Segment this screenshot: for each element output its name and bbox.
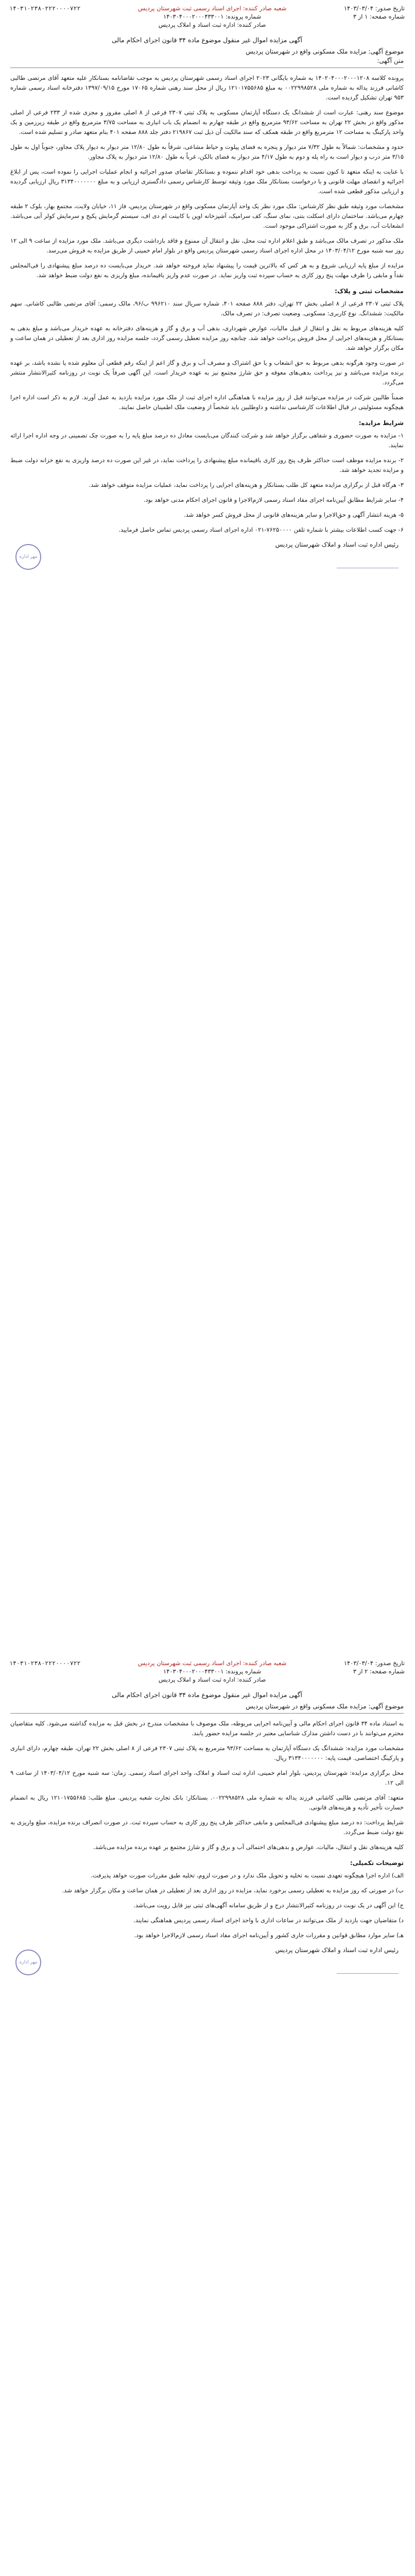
- paragraph: شرایط پرداخت: ده درصد مبلغ پیشنهادی فی‌المجلس و مابقی حداکثر ظرف پنج روز کاری به حساب سپرده ثبت. در صورت انصراف برنده مزایده، مبلغ واریزی به نفع دولت ضبط می‌گردد.: [10, 1819, 404, 1836]
- note-item: ج) این آگهی در یک نوبت در روزنامه کثیرالانتشار درج و از طریق سامانه آگهی‌های ثبتی نیز قابل رویت می‌باشد.: [133, 1902, 404, 1909]
- condition-item: ۲- برنده مزایده موظف است حداکثر ظرف پنج روز کاری باقیمانده مبلغ پیشنهادی را پرداخت نماید، در غیر این صورت ده درصد واریزی به نفع خزانه دولت ضبط و مزایده تجدید خواهد شد.: [10, 456, 404, 473]
- paragraph: ضمناً طالبین شرکت در مزایده می‌توانند قبل از روز مزایده با هماهنگی اداره اجرای ثبت از ملک مورد مزایده بازدید به عمل آورند. لازم به ذکر است اداره اجرا هیچگونه مسئولیتی در قبال اطلاعات کارشناسی نداشته و داوطلبین باید شخصاً از وضعیت ملک اطمینان حاصل نمایند.: [10, 394, 404, 411]
- paragraph: مشخصات مورد وثیقه طبق نظر کارشناس: ملک مورد نظر یک واحد آپارتمان مسکونی واقع در شهرستان پردیس، فاز ۱۱، خیابان ولایت، مجتمع بهار، بلوک ۲ طبقه چهارم می‌باشد. ساختمان دارای اسکلت بتنی، نمای سنگ، کف سرامیک، آشپزخانه اوپن با کابینت ام دی اف، سیستم گرمایش پکیج و سرمایش کولر آبی می‌باشد. انشعابات آب، برق و گاز به صورت اشتراکی موجود است.: [10, 202, 404, 229]
- condition-item: ۶- جهت کسب اطلاعات بیشتر با شماره تلفن ۷۶۲۵۰۰۰۰-۰۲۱ اداره اجرای اسناد رسمی پردیس تماس حاصل فرمایید.: [118, 526, 404, 533]
- paragraph: متعهد: آقای مرتضی طالبی کاشانی فرزند یداله به شماره ملی ۰۰۲۲۹۹۸۵۲۸. بستانکار: بانک تجارت شعبه پردیس. مبلغ طلب: ۱۲۱۰۱۷۵۵۶۸۵ ریال به انضمام خسارت تأخیر تأدیه و هزینه‌های قانونی.: [10, 1794, 404, 1811]
- issue-date: تاریخ صدور: ۱۴۰۳/۰۳/۰۴: [343, 1659, 405, 1667]
- paragraph: کلیه هزینه‌های مربوط به نقل و انتقال از قبیل مالیات، عوارض شهرداری، بدهی آب و برق و گاز و هزینه‌های دفترخانه به عهده خریدار می‌باشد و مبلغ بدهی به بستانکار و هزینه‌های اجرایی از محل فروش پرداخت خواهد شد. چنانچه روز مزایده تعطیل رسمی گردد، جلسه مزایده روز اداری بعد از تعطیلی در همان ساعت و مکان برگزار خواهد شد.: [10, 325, 404, 351]
- case-number: شماره پرونده: ۱۴۰۳۰۴۰۰۰۲۰۰۰۴۳۳۰۰۱: [163, 1668, 262, 1675]
- agency-name: شعبه صادر کننده: اجرای اسناد رسمی ثبت شهرستان پردیس: [137, 1659, 287, 1667]
- signatory-title: رئیس اداره ثبت اسناد و املاک شهرستان پردیس: [275, 1946, 399, 1954]
- case-number: شماره پرونده: ۱۴۰۳۰۴۰۰۰۲۰۰۰۴۳۳۰۰۱: [163, 13, 262, 20]
- document-serial: ۱۴۰۳۱۰۲۳۸۰۲۲۲۰۰۰۰۷۲۲: [9, 1659, 81, 1667]
- document-page-2: [5, 1659, 409, 2576]
- intro-label: متن آگهی:: [377, 57, 404, 64]
- official-seal-icon: مهر اداره: [15, 544, 41, 570]
- signature-row: [5, 540, 409, 573]
- subject-line: موضوع آگهی: مزایده ملک مسکونی واقع در شهرستان پردیس: [246, 1703, 404, 1710]
- official-seal-icon: مهر اداره: [15, 1950, 41, 1975]
- issuer-name: صادر کننده: اداره ثبت اسناد و املاک پردیس: [158, 21, 266, 28]
- section-heading: توضیحات تکمیلی:: [350, 1859, 404, 1867]
- paragraph: پرونده کلاسه ۱۴۰۲۰۴۰۰۰۲۰۰۰۱۲۰۸ به شماره بایگانی ۲۰۲۳ اجرای اسناد رسمی شهرستان پردیس به موجب تقاضانامه بستانکار علیه متعهد آقای مرتضی طالبی کاشانی فرزند یداله به شماره ملی ۰۰۲۲۹۹۸۵۲۸ به مبلغ ۱۲۱۰۱۷۵۵۶۸۵ ریال از محل سند رهنی شماره ۱۷۰۶۵ مورخ ۱۳۹۷/۰۹/۱۵ دفترخانه اسناد رسمی شماره ۹۵۳ تهران تشکیل گردیده است.: [10, 74, 404, 101]
- note-item: د) متقاضیان جهت بازدید از ملک می‌توانند در ساعات اداری با واحد اجرای اسناد رسمی پردیس هماهنگی نمایند.: [133, 1917, 404, 1924]
- document-header: [5, 4, 409, 29]
- signature: [337, 1958, 399, 1974]
- note-item: الف) اداره اجرا هیچگونه تعهدی نسبت به تخلیه و تحویل ملک ندارد و در صورت لزوم، تخلیه طبق مقررات صورت خواهد پذیرفت.: [91, 1872, 404, 1879]
- note-item: ب) در صورتی که روز مزایده به تعطیلی رسمی برخورد نماید، مزایده در روز اداری بعد از تعطیلی در همان ساعت و مکان برگزار خواهد شد.: [62, 1887, 404, 1894]
- document-page-1: [5, 4, 409, 1627]
- sheet-number: شماره صفحه: ۲ از ۳: [353, 1668, 405, 1675]
- condition-item: ۵- هزینه انتشار آگهی و حق‌الاجرا و سایر هزینه‌های قانونی از محل فروش کسر خواهد شد.: [183, 511, 404, 518]
- paragraph: موضوع سند رهنی: عبارت است از ششدانگ یک دستگاه آپارتمان مسکونی به پلاک ثبتی ۲۳۰۷ فرعی از ۸ اصلی مفروز و مجزی شده از ۲۳۳ فرعی از اصلی مذکور واقع در بخش ۲۲ تهران به مساحت ۹۳/۶۲ مترمربع واقع در طبقه چهارم به انضمام یک باب انباری به مساحت ۳/۷۵ مترمربع واقع در طبقه زیرزمین و یک واحد پارکینگ به مساحت ۱۲ مترمربع واقع در طبقه همکف که سند مالکیت آن ذیل ثبت ۲۱۹۸۶۷ دفتر جلد ۸۸۸ صفحه ۴۰۱ بنام متعهد صادر و تسلیم شده است.: [10, 109, 404, 135]
- paragraph: به استناد ماده ۳۴ قانون اجرای احکام مالی و آیین‌نامه اجرایی مربوطه، ملک موصوف با مشخصات مندرج در بخش قبل به مزایده گذاشته می‌شود. کلیه متقاضیان محترم می‌توانند با در دست داشتن مدارک شناسایی معتبر در جلسه مزایده حضور یابند.: [10, 1720, 404, 1737]
- paragraph: محل برگزاری مزایده: شهرستان پردیس، بلوار امام خمینی، اداره ثبت اسناد و املاک، واحد اجرای اسناد رسمی. زمان: سه شنبه مورخ ۱۴۰۳/۰۴/۱۲ از ساعت ۹ الی ۱۲.: [10, 1769, 404, 1786]
- paragraph: با عنایت به اینکه متعهد تا کنون نسبت به پرداخت بدهی خود اقدام ننموده و بستانکار تقاضای صدور اجرائیه و انجام عملیات اجرایی را نموده است، پس از ابلاغ اجرائیه و انقضای مهلت قانونی و با درخواست بستانکار ملک مورد وثیقه توسط کارشناس رسمی دادگستری ارزیابی و به مبلغ ۳۱۳۴۰۰۰۰۰۰۰ ریال ارزیابی گردیده و ارزیابی مذکور قطعی شده است.: [10, 168, 404, 195]
- section-heading: مشخصات ثبتی و پلاک:: [335, 287, 404, 295]
- paragraph: حدود و مشخصات: شمالاً به طول ۷/۳۲ متر دیوار و پنجره به فضای پیلوت و حیاط مشاعی، شرقاً به طول ۱۲/۸۰ متر دیوار به دیوار پلاک مجاور، جنوباً اول به طول ۳/۱۵ متر درب و دیوار است به راه پله و دوم به طول ۴/۱۷ متر دیوار به فضای بالکن، غرباً به طول ۱۲/۸۰ متر دیوار به پلاک مجاور.: [10, 143, 404, 160]
- divider: [10, 1713, 404, 1714]
- document-title: آگهی مزایده اموال غیر منقول موضوع ماده ۳۴ قانون اجرای احکام مالی: [111, 1691, 303, 1699]
- document-header: [5, 1659, 409, 1684]
- signature-row: [5, 1945, 409, 1979]
- document-title: آگهی مزایده اموال غیر منقول موضوع ماده ۳۴ قانون اجرای احکام مالی: [111, 36, 303, 44]
- paragraph: مشخصات مورد مزایده: ششدانگ یک دستگاه آپارتمان به مساحت ۹۳/۶۲ مترمربع به پلاک ثبتی ۲۳۰۷ فرعی از ۸ اصلی بخش ۲۲ تهران، طبقه چهارم، دارای انباری و پارکینگ اختصاصی. قیمت پایه: ۳۱۳۴۰۰۰۰۰۰۰ ریال.: [10, 1744, 404, 1761]
- agency-name: شعبه صادر کننده: اجرای اسناد رسمی ثبت شهرستان پردیس: [137, 5, 287, 12]
- condition-item: ۱- مزایده به صورت حضوری و شفاهی برگزار خواهد شد و شرکت کنندگان می‌بایست معادل ده درصد مبلغ پایه را به صورت چک تضمینی در وجه اداره اجرا ارائه نمایند.: [10, 432, 404, 449]
- paragraph: در صورت وجود هرگونه بدهی مربوط به حق انشعاب و یا حق اشتراک و مصرف آب و برق و گاز اعم از اینکه رقم قطعی آن معلوم شده یا نشده باشد، بر عهده برنده مزایده می‌باشد و نیز پرداخت بدهی‌های معوقه و حق شارژ مجتمع نیز به عهده خریدار است. این آگهی صرفاً یک نوبت در روزنامه کثیرالانتشار منتشر می‌گردد.: [10, 359, 404, 386]
- signatory-title: رئیس اداره ثبت اسناد و املاک شهرستان پردیس: [275, 541, 399, 548]
- issue-date: تاریخ صدور: ۱۴۰۳/۰۳/۰۴: [343, 5, 405, 12]
- section-heading: شرایط مزایده:: [358, 419, 404, 427]
- issuer-name: صادر کننده: اداره ثبت اسناد و املاک پردیس: [158, 1676, 266, 1683]
- sheet-number: شماره صفحه: ۱ از ۳: [353, 13, 405, 20]
- condition-item: ۳- هرگاه قبل از برگزاری مزایده متعهد کل طلب بستانکار و هزینه‌های اجرایی را پرداخت نماید، عملیات مزایده متوقف خواهد شد.: [89, 481, 404, 488]
- note-item: هـ) سایر موارد مطابق قوانین و مقررات جاری کشور و آیین‌نامه اجرای مفاد اسناد رسمی لازم‌الاجرا خواهد بود.: [134, 1931, 404, 1939]
- divider: [10, 67, 404, 68]
- paragraph: پلاک ثبتی ۲۳۰۷ فرعی از ۸ اصلی بخش ۲۲ تهران، دفتر ۸۸۸ صفحه ۴۰۱، شماره سریال سند ۹۹۶۲۱۰ ب/۹۶، مالک رسمی: آقای مرتضی طالبی کاشانی. سهم مالکیت: ششدانگ. نوع کاربری: مسکونی. وضعیت تصرف: در تصرف مالک.: [10, 300, 404, 317]
- subject-line: موضوع آگهی: مزایده ملک مسکونی واقع در شهرستان پردیس: [246, 48, 404, 55]
- condition-item: ۴- سایر شرایط مطابق آیین‌نامه اجرای مفاد اسناد رسمی لازم‌الاجرا و قانون اجرای احکام مدنی خواهد بود.: [143, 496, 404, 503]
- document-serial: ۱۴۰۳۱۰۲۳۸۰۲۲۲۰۰۰۰۷۲۲: [9, 5, 81, 12]
- signature: [337, 552, 399, 568]
- paragraph: ملک مذکور در تصرف مالک می‌باشد و طبق اعلام اداره ثبت محل، نقل و انتقال آن ممنوع و فاقد بازداشت دیگری می‌باشد. ملک مورد مزایده از ساعت ۹ الی ۱۲ روز سه شنبه مورخ ۱۴۰۳/۰۴/۱۲ در محل اداره اجرای اسناد رسمی شهرستان پردیس واقع در بلوار امام خمینی از طریق مزایده به فروش می‌رسد.: [10, 237, 404, 254]
- paragraph: کلیه هزینه‌های نقل و انتقال، مالیات، عوارض و بدهی‌های احتمالی آب و برق و گاز و شارژ مجتمع بر عهده برنده مزایده می‌باشد.: [93, 1843, 404, 1851]
- paragraph: مزایده از مبلغ پایه ارزیابی شروع و به هر کس که بالاترین قیمت را پیشنهاد نماید فروخته خواهد شد. خریدار می‌بایست ده درصد مبلغ پیشنهادی را فی‌المجلس نقداً و مابقی را ظرف مهلت پنج روز کاری به حساب سپرده ثبت واریز نماید. در صورت عدم واریز باقیمانده، مبلغ واریزی به نفع دولت ضبط خواهد شد.: [10, 262, 404, 279]
